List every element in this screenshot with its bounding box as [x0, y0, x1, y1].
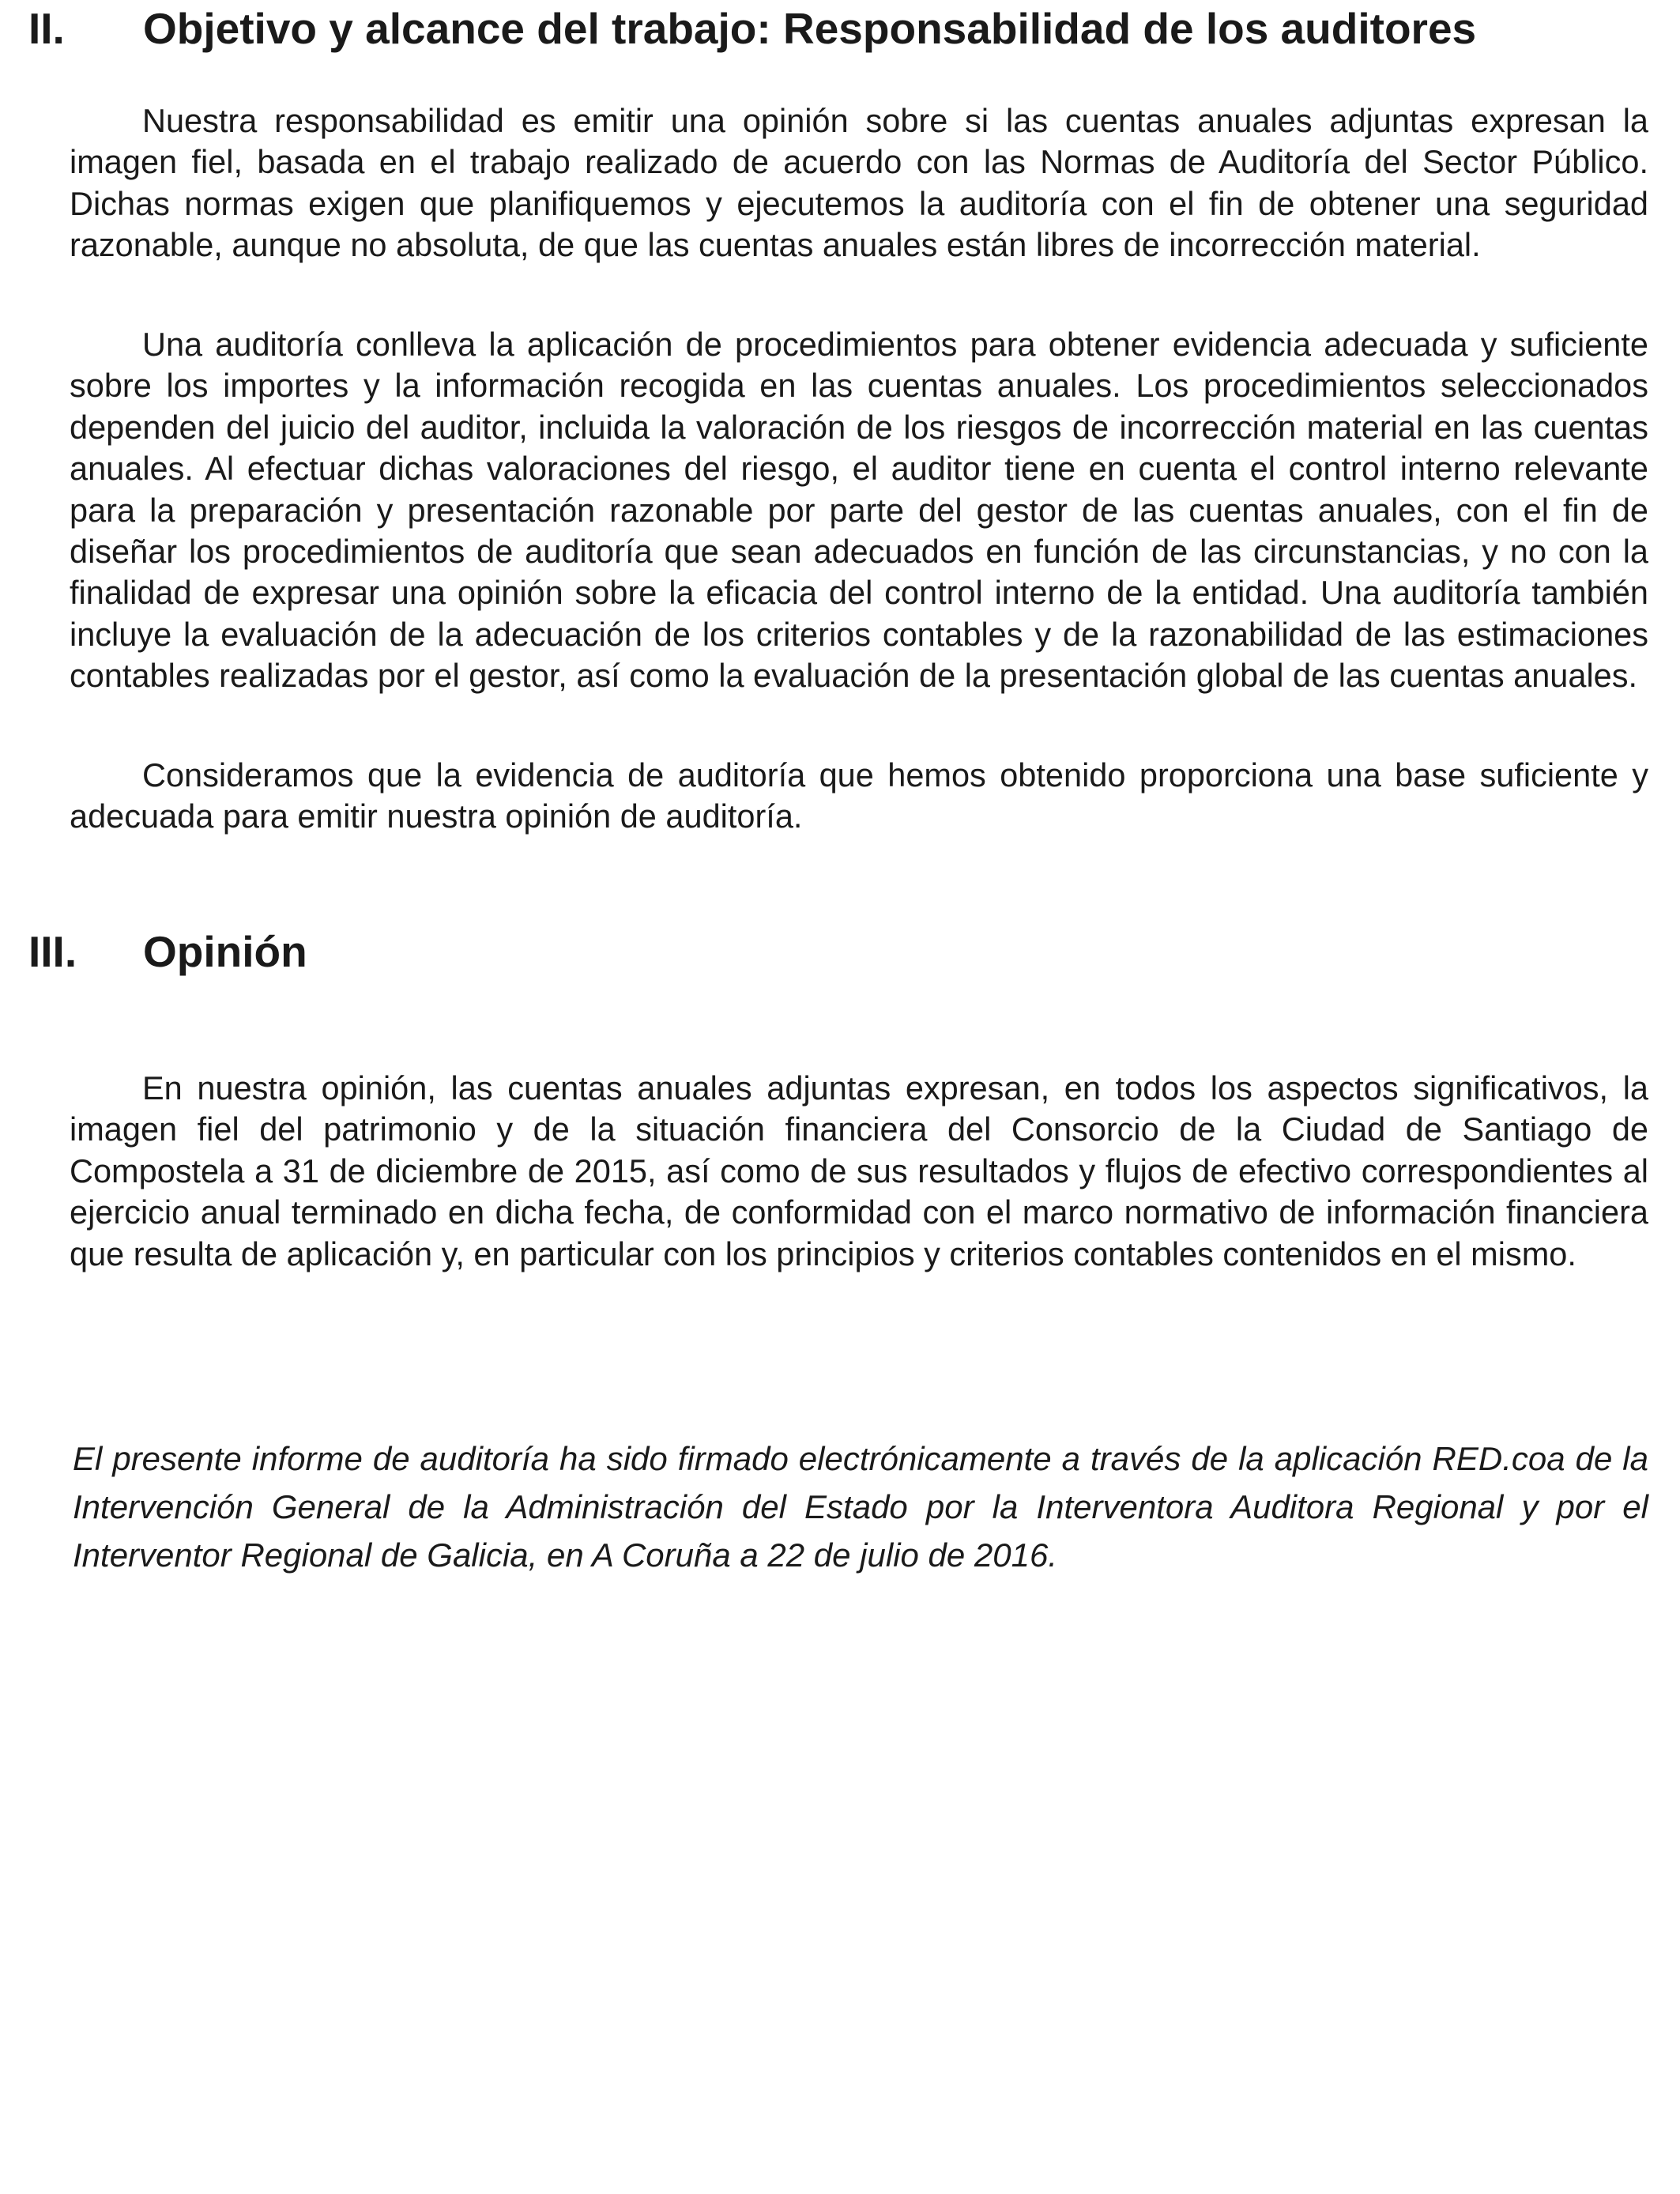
- section-2-title: Objetivo y alcance del trabajo: Responsabilidad de los auditores: [143, 4, 1477, 53]
- section-2-paragraph-2: Una auditoría conlleva la aplicación de procedimientos para obtener evidencia adecuada y suficiente sobre los importes y la información recogida en las cuentas anuales. Los procedimientos seleccionados dependen del juicio del auditor, incluida la valoración de los riesgos de incorrección material en las cuentas anuales. Al efectuar dichas valoraciones del riesgo, el auditor tiene en cuenta el control interno relevante para la preparación y presentación razonable por parte del gestor de las cuentas anuales, con el fin de diseñar los procedimientos de auditoría que sean adecuados en función de las circunstancias, y no con la finalidad de expresar una opinión sobre la eficacia del control interno de la entidad. Una auditoría también incluye la evaluación de la adecuación de los criterios contables y de la razonabilidad de las estimaciones contables realizadas por el gestor, así como la evaluación de la presentación global de las cuentas anuales.: [70, 326, 1648, 695]
- section-2-paragraph-3: Consideramos que la evidencia de auditoría que hemos obtenido proporciona una base suficiente y adecuada para emitir nuestra opinión de auditoría.: [70, 756, 1648, 835]
- section-3-heading: [28, 925, 307, 978]
- section-2-paragraph-1: Nuestra responsabilidad es emitir una opinión sobre si las cuentas anuales adjuntas expresan la imagen fiel, basada en el trabajo realizado de acuerdo con las Normas de Auditoría del Sector Público. Dichas normas exigen que planifiquemos y ejecutemos la auditoría con el fin de obtener una seguridad razonable, aunque no absoluta, de que las cuentas anuales están libres de incorrección material.: [70, 102, 1648, 264]
- section-3-number: III.: [28, 927, 77, 976]
- section-2-heading: [28, 2, 1476, 55]
- signature-note: El presente informe de auditoría ha sido firmado electrónicamente a través de la aplicación RED.coa de la Intervención General de la Administración del Estado por la Interventora Auditora Regional y por el Interventor Regional de Galicia, en A Coruña a 22 de julio de 2016.: [73, 1440, 1648, 1574]
- section-3-title: Opinión: [143, 927, 307, 976]
- section-2-number: II.: [28, 4, 65, 53]
- section-3-paragraph-1: En nuestra opinión, las cuentas anuales adjuntas expresan, en todos los aspectos significativos, la imagen fiel del patrimonio y de la situación financiera del Consorcio de la Ciudad de Santiago de Compostela a 31 de diciembre de 2015, así como de sus resultados y flujos de efectivo correspondientes al ejercicio anual terminado en dicha fecha, de conformidad con el marco normativo de información financiera que resulta de aplicación y, en particular con los principios y criterios contables contenidos en el mismo.: [70, 1069, 1648, 1272]
